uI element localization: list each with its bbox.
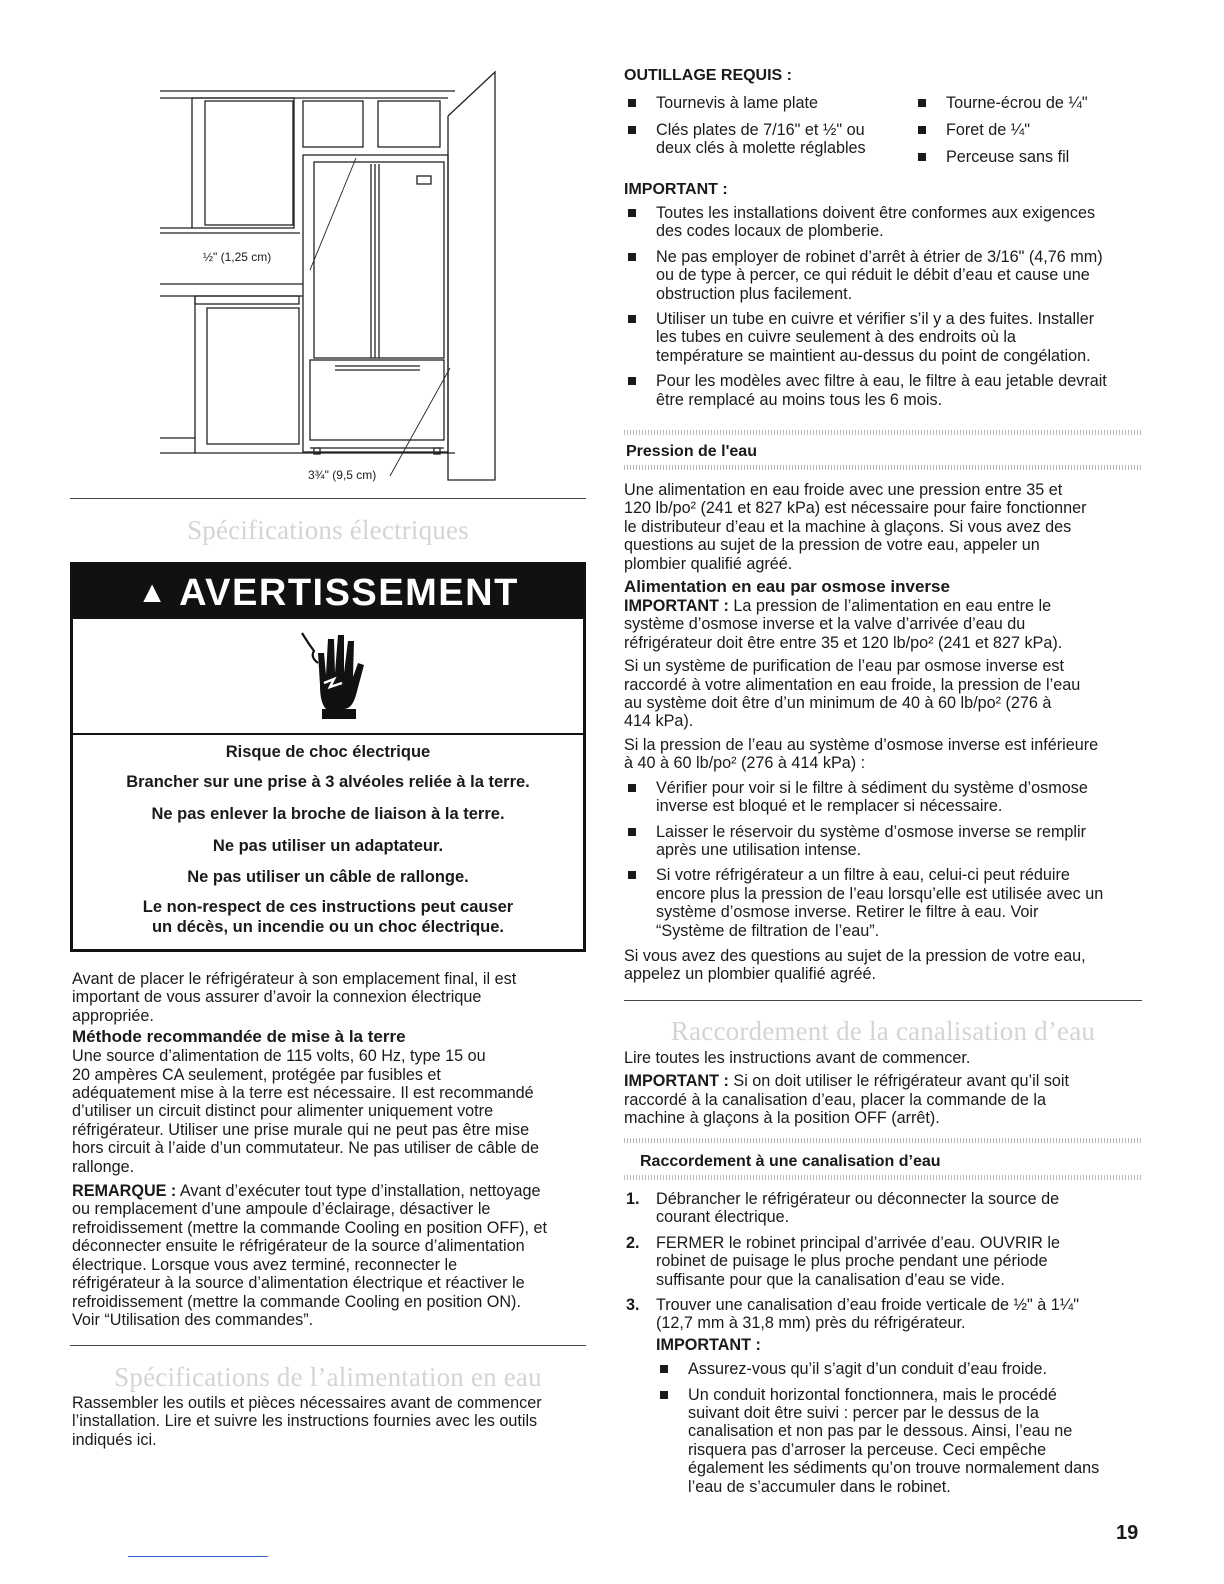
warning-line: Ne pas utiliser un câble de rallonge.: [187, 868, 469, 886]
reverse-osmosis-item: Laisser le réservoir du système d’osmose inverse se remplir après une utilisation intense.: [624, 823, 1144, 860]
dimension-label-bottom: 3¾" (9,5 cm): [308, 468, 377, 482]
important-item: Pour les modèles avec filtre à eau, le filtre à eau jetable devrait être remplacé au moins tous les 6 mois.: [624, 372, 1144, 409]
warning-triangle-icon: ▲: [137, 576, 169, 609]
step-item: 2. FERMER le robinet principal d’arrivée d’eau. OUVRIR le robinet de puisage le plus proche pendant une période suffisante pour que la canalisation d’eau se vide.: [626, 1233, 1060, 1289]
heading-hatch-bar: [624, 430, 1142, 435]
reverse-osmosis-important: IMPORTANT : La pression de l’alimentation en eau entre le système d’osmose inverse et la valve d’arrivée d’eau du réfrigérateur doit être entre 35 et 120 lb/po² (241 et 827 kPa).: [624, 597, 1063, 652]
electrical-intro: Avant de placer le réfrigérateur à son emplacement final, il est important de vous assurer d’avoir la connexion électrique appropriée.: [72, 970, 517, 1025]
tools-heading: OUTILLAGE REQUIS :: [624, 67, 792, 84]
warning-header: [73, 565, 583, 619]
reverse-osmosis-paragraph: Si un système de purification de l’eau par osmose inverse est raccordé à votre alimentation en eau froide, la pression de l’eau au système doit être d’un minimum de 40 à 60 lb/po² (276 à 414 kPa).: [624, 657, 1081, 731]
risk-title: Risque de choc électrique: [225, 743, 431, 761]
reverse-osmosis-closing: Si vous avez des questions au sujet de la pression de votre eau, appelez un plombier qualifié agréé.: [624, 946, 1086, 984]
remarque-note: REMARQUE : Avant d’exécuter tout type d’installation, nettoyage ou remplacement d’une ampoule d’éclairage, désactiver le refroidissement (mettre la commande Cooling en position OFF), et déconnecter ensuite le réfrigérateur de la source d’alimentation électrique. Lorsque vous avez terminé, reconnecter le réfrigérateur à la source d’alimentation électrique et réactiver le refroidissement (mettre la commande Cooling en position ON). Voir “Utilisation des commandes”.: [72, 1182, 548, 1329]
warning-line: Ne pas enlever la broche de liaison à la terre.: [151, 805, 505, 823]
heading-hatch-bar: [624, 1175, 1142, 1180]
tool-item: Clés plates de 7/16" et ½" ou deux clés à molette réglables: [624, 121, 866, 158]
step3-item: Assurez-vous qu’il s’agit d’un conduit d’eau froide.: [656, 1360, 1144, 1378]
important-item: Ne pas employer de robinet d’arrêt à étrier de 3/16" (4,76 mm) ou de type à percer, ce qui réduit le débit d’eau et cause une obstruction plus facilement.: [624, 248, 1144, 303]
section-rule: [70, 1345, 586, 1346]
warning-line: Le non-respect de ces instructions peut causer: [142, 898, 514, 916]
step3-item: Un conduit horizontal fonctionnera, mais le procédé suivant doit être suivi : percer par le dessus de la canalisation et non pas par le dessous. Ainsi, l’eau ne risquera pas d’arroser la perceuse. Ceci empêche également les sédiments qu’on trouve normalement dans l’eau de s’accumuler dans le robinet.: [656, 1386, 1144, 1496]
pressure-heading: Pression de l'eau: [626, 443, 757, 460]
tool-item: Tournevis à lame plate: [624, 94, 818, 112]
reverse-osmosis-paragraph: Si la pression de l’eau au système d’osmose inverse est inférieure à 40 à 60 lb/po² (276 à 414 kPa) :: [624, 735, 1099, 773]
section-rule: [624, 1000, 1142, 1001]
step-item: 1. Débrancher le réfrigérateur ou déconnecter la source de courant électrique.: [626, 1190, 1060, 1227]
section-rule: [70, 498, 586, 499]
important-item: Utiliser un tube en cuivre et vérifier s’il y a des fuites. Installer les tubes en cuivre seulement à des endroits où la température se maintient au-dessus du point de congélation.: [624, 310, 1144, 365]
tool-item: Tourne-écrou de ¼": [914, 94, 1088, 112]
dimension-label-top: ½" (1,25 cm): [203, 250, 272, 264]
reverse-osmosis-item: Si votre réfrigérateur a un filtre à eau, celui-ci peut réduire encore plus la pression de l’eau lorsqu’elle est utilisée avec un système d’osmose inverse. Retirer le filtre à eau. Voir “Système de filtration de l’eau”.: [624, 866, 1144, 940]
refrigerator-installation-diagram: [150, 58, 510, 498]
section-title-water-line: Raccordement de la canalisation d’eau: [670, 1016, 1096, 1046]
water-supply-intro: Rassembler les outils et pièces nécessaires avant de commencer l’installation. Lire et suivre les instructions fournies avec les outils indiqués ici.: [72, 1394, 542, 1449]
tool-item: Perceuse sans fil: [914, 148, 1069, 166]
warning-line: Ne pas utiliser un adaptateur.: [212, 837, 444, 855]
reverse-osmosis-heading: Alimentation en eau par osmose inverse: [624, 577, 950, 597]
heading-hatch-bar: [624, 465, 1142, 470]
page-number: 19: [1116, 1522, 1139, 1544]
warning-title: AVERTISSEMENT: [179, 572, 519, 614]
pressure-body: Une alimentation en eau froide avec une pression entre 35 et 120 lb/po² (241 et 827 kPa) est nécessaire pour faire fonctionner le distributeur d’eau et la machine à glaçons. Si vous avez des questions au sujet de la pression de votre eau, appeler un plombier qualifié agréé.: [624, 481, 1087, 573]
warning-divider: [73, 733, 583, 735]
warning-line: Brancher sur une prise à 3 alvéoles reliée à la terre.: [126, 773, 530, 791]
grounding-body: Une source d’alimentation de 115 volts, 60 Hz, type 15 ou 20 ampères CA seulement, protégée par fusibles et adéquatement mise à la terre est nécessaire. Il est recommandé d’utiliser un circuit distinct pour alimenter uniquement votre réfrigérateur. Utiliser une prise murale qui ne peut pas être mise hors circuit à l’aide d’un commutateur. Ne pas utiliser de câble de rallonge.: [72, 1047, 539, 1176]
section-title-electrical: Spécifications électriques: [187, 515, 469, 545]
important-item: Toutes les installations doivent être conformes aux exigences des codes locaux de plomberie.: [624, 204, 1144, 241]
grounding-heading: Méthode recommandée de mise à la terre: [72, 1027, 406, 1047]
important-list: [624, 204, 1144, 409]
step-item: 3. Trouver une canalisation d’eau froide verticale de ½" à 1¼" (12,7 mm à 31,8 mm) près du réfrigérateur. IMPORTANT : Assurez-vous qu’il s’agit d’un conduit d’eau froide. Un conduit horizontal fonctionnera, mais le procédé suivant doit être suivi : percer par le dessus de la canalisation et non pas par le dessous. Ainsi, l’eau ne risquera pas d’arroser la perceuse. Ceci empêche également les sédiments qu’on trouve normalement dans l’eau de s’accumuler dans le robinet.: [624, 1296, 1144, 1496]
heading-hatch-bar: [624, 1138, 1142, 1143]
tools-list: [624, 94, 1144, 180]
warning-line: un décès, un incendie ou un choc électrique.: [151, 918, 505, 936]
connect-intro: Lire toutes les instructions avant de commencer.: [624, 1049, 971, 1067]
reverse-osmosis-list: [624, 779, 1144, 940]
electric-shock-hand-icon: [298, 625, 368, 721]
section-title-water-supply: Spécifications de l’alimentation en eau: [114, 1362, 542, 1392]
important-heading: IMPORTANT :: [624, 181, 728, 198]
tool-item: Foret de ¼": [914, 121, 1030, 139]
warning-box: [70, 562, 586, 952]
footer-link-underline: [128, 1556, 268, 1557]
reverse-osmosis-item: Vérifier pour voir si le filtre à sédiment du système d’osmose inverse est bloqué et le remplacer si nécessaire.: [624, 779, 1144, 816]
water-line-heading: Raccordement à une canalisation d’eau: [640, 1153, 941, 1170]
connect-important: IMPORTANT : Si on doit utiliser le réfrigérateur avant qu’il soit raccordé à la canalisation d’eau, placer la commande de la machine à glaçons à la position OFF (arrêt).: [624, 1072, 1070, 1128]
